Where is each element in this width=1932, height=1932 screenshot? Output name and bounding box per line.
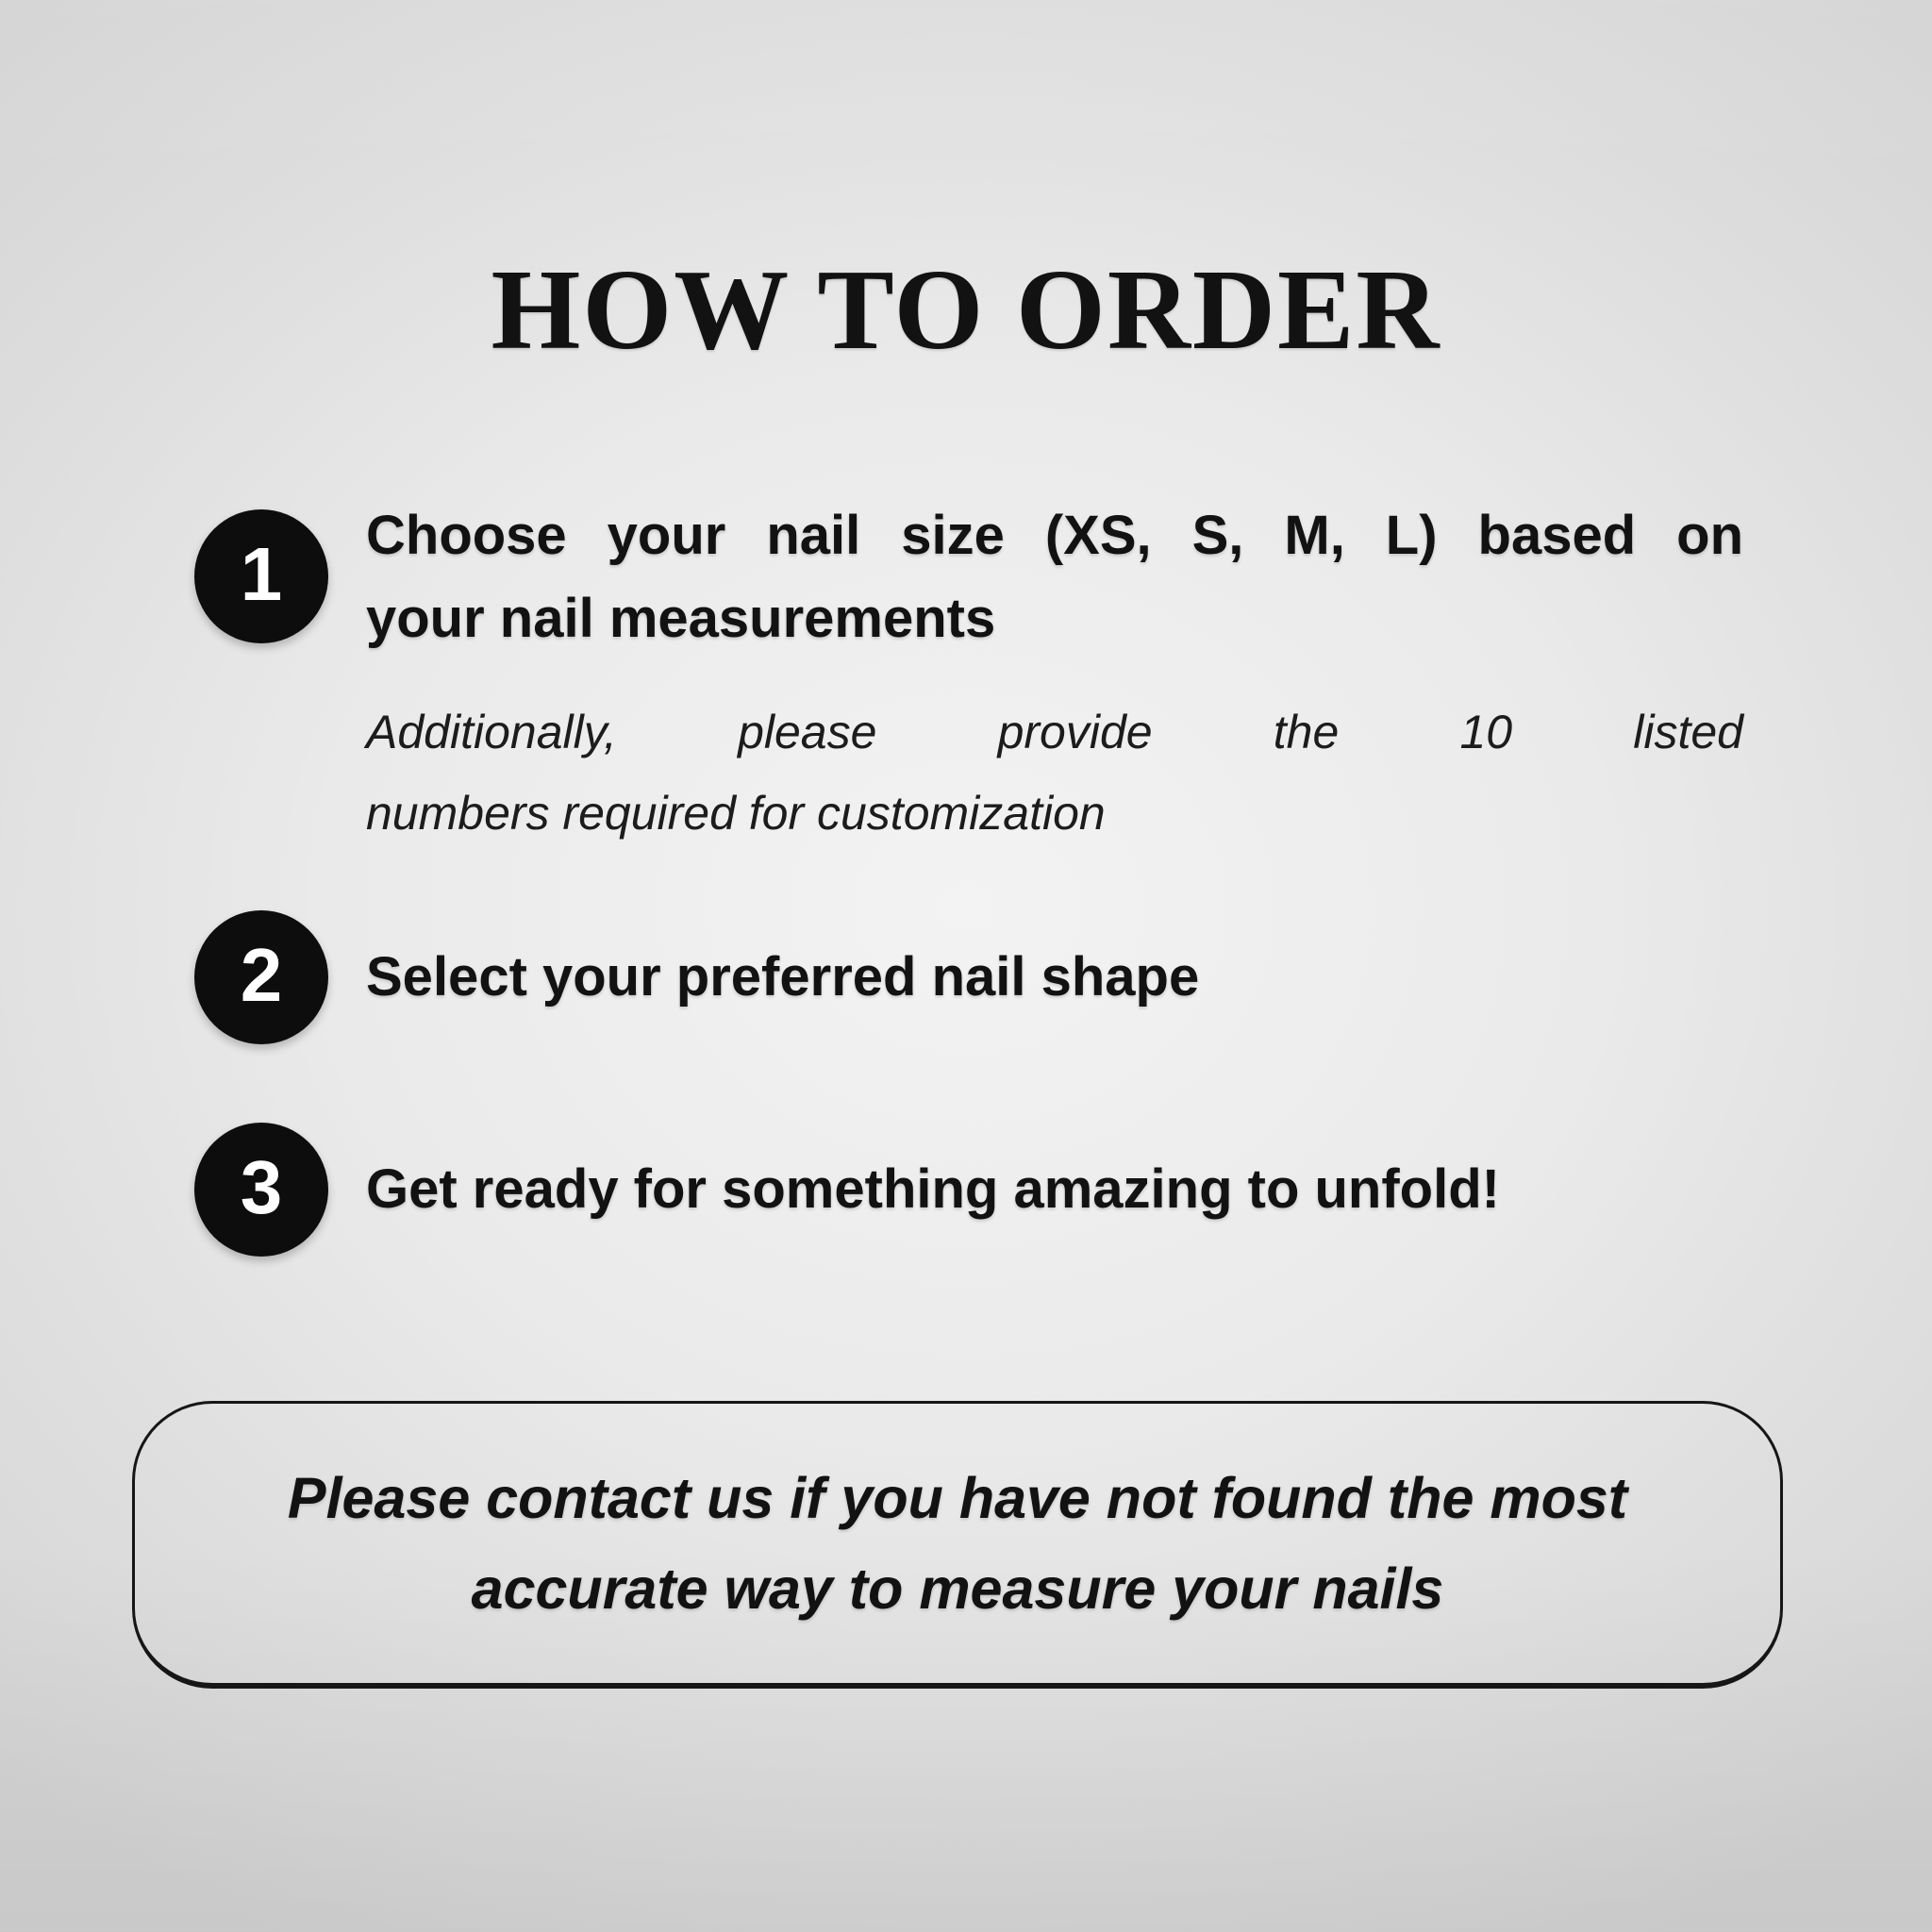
- step-1-note: [366, 691, 1743, 854]
- step-3-text: [366, 1148, 1743, 1231]
- step-3-text-line-1: Get ready for something amazing to unfold!: [366, 1158, 1500, 1220]
- step-1-text: [366, 494, 1743, 660]
- step-2-number-badge: [194, 910, 328, 1044]
- step-1-number-badge: [194, 509, 328, 643]
- step-2-text: [366, 936, 1743, 1019]
- contact-note-box: [132, 1401, 1783, 1689]
- step-1-text-line-2: your nail measurements: [366, 588, 996, 649]
- step-3-number: 3: [240, 1145, 283, 1229]
- step-2-text-line-1: Select your preferred nail shape: [366, 946, 1200, 1008]
- page-title: HOW TO ORDER: [491, 246, 1441, 374]
- contact-note-line-2: accurate way to measure your nails: [471, 1557, 1444, 1621]
- step-1-note-line-1: Additionally, please provide the 10 listed: [366, 706, 1743, 758]
- contact-note-line-1: Please contact us if you have not found the most: [287, 1466, 1628, 1530]
- step-1-note-line-2: numbers required for customization: [366, 787, 1106, 840]
- step-1-text-line-1: Choose your nail size (XS, S, M, L) based on: [366, 505, 1743, 566]
- step-2-number: 2: [240, 933, 283, 1017]
- step-3-number-badge: [194, 1123, 328, 1257]
- step-1-number: 1: [240, 532, 283, 616]
